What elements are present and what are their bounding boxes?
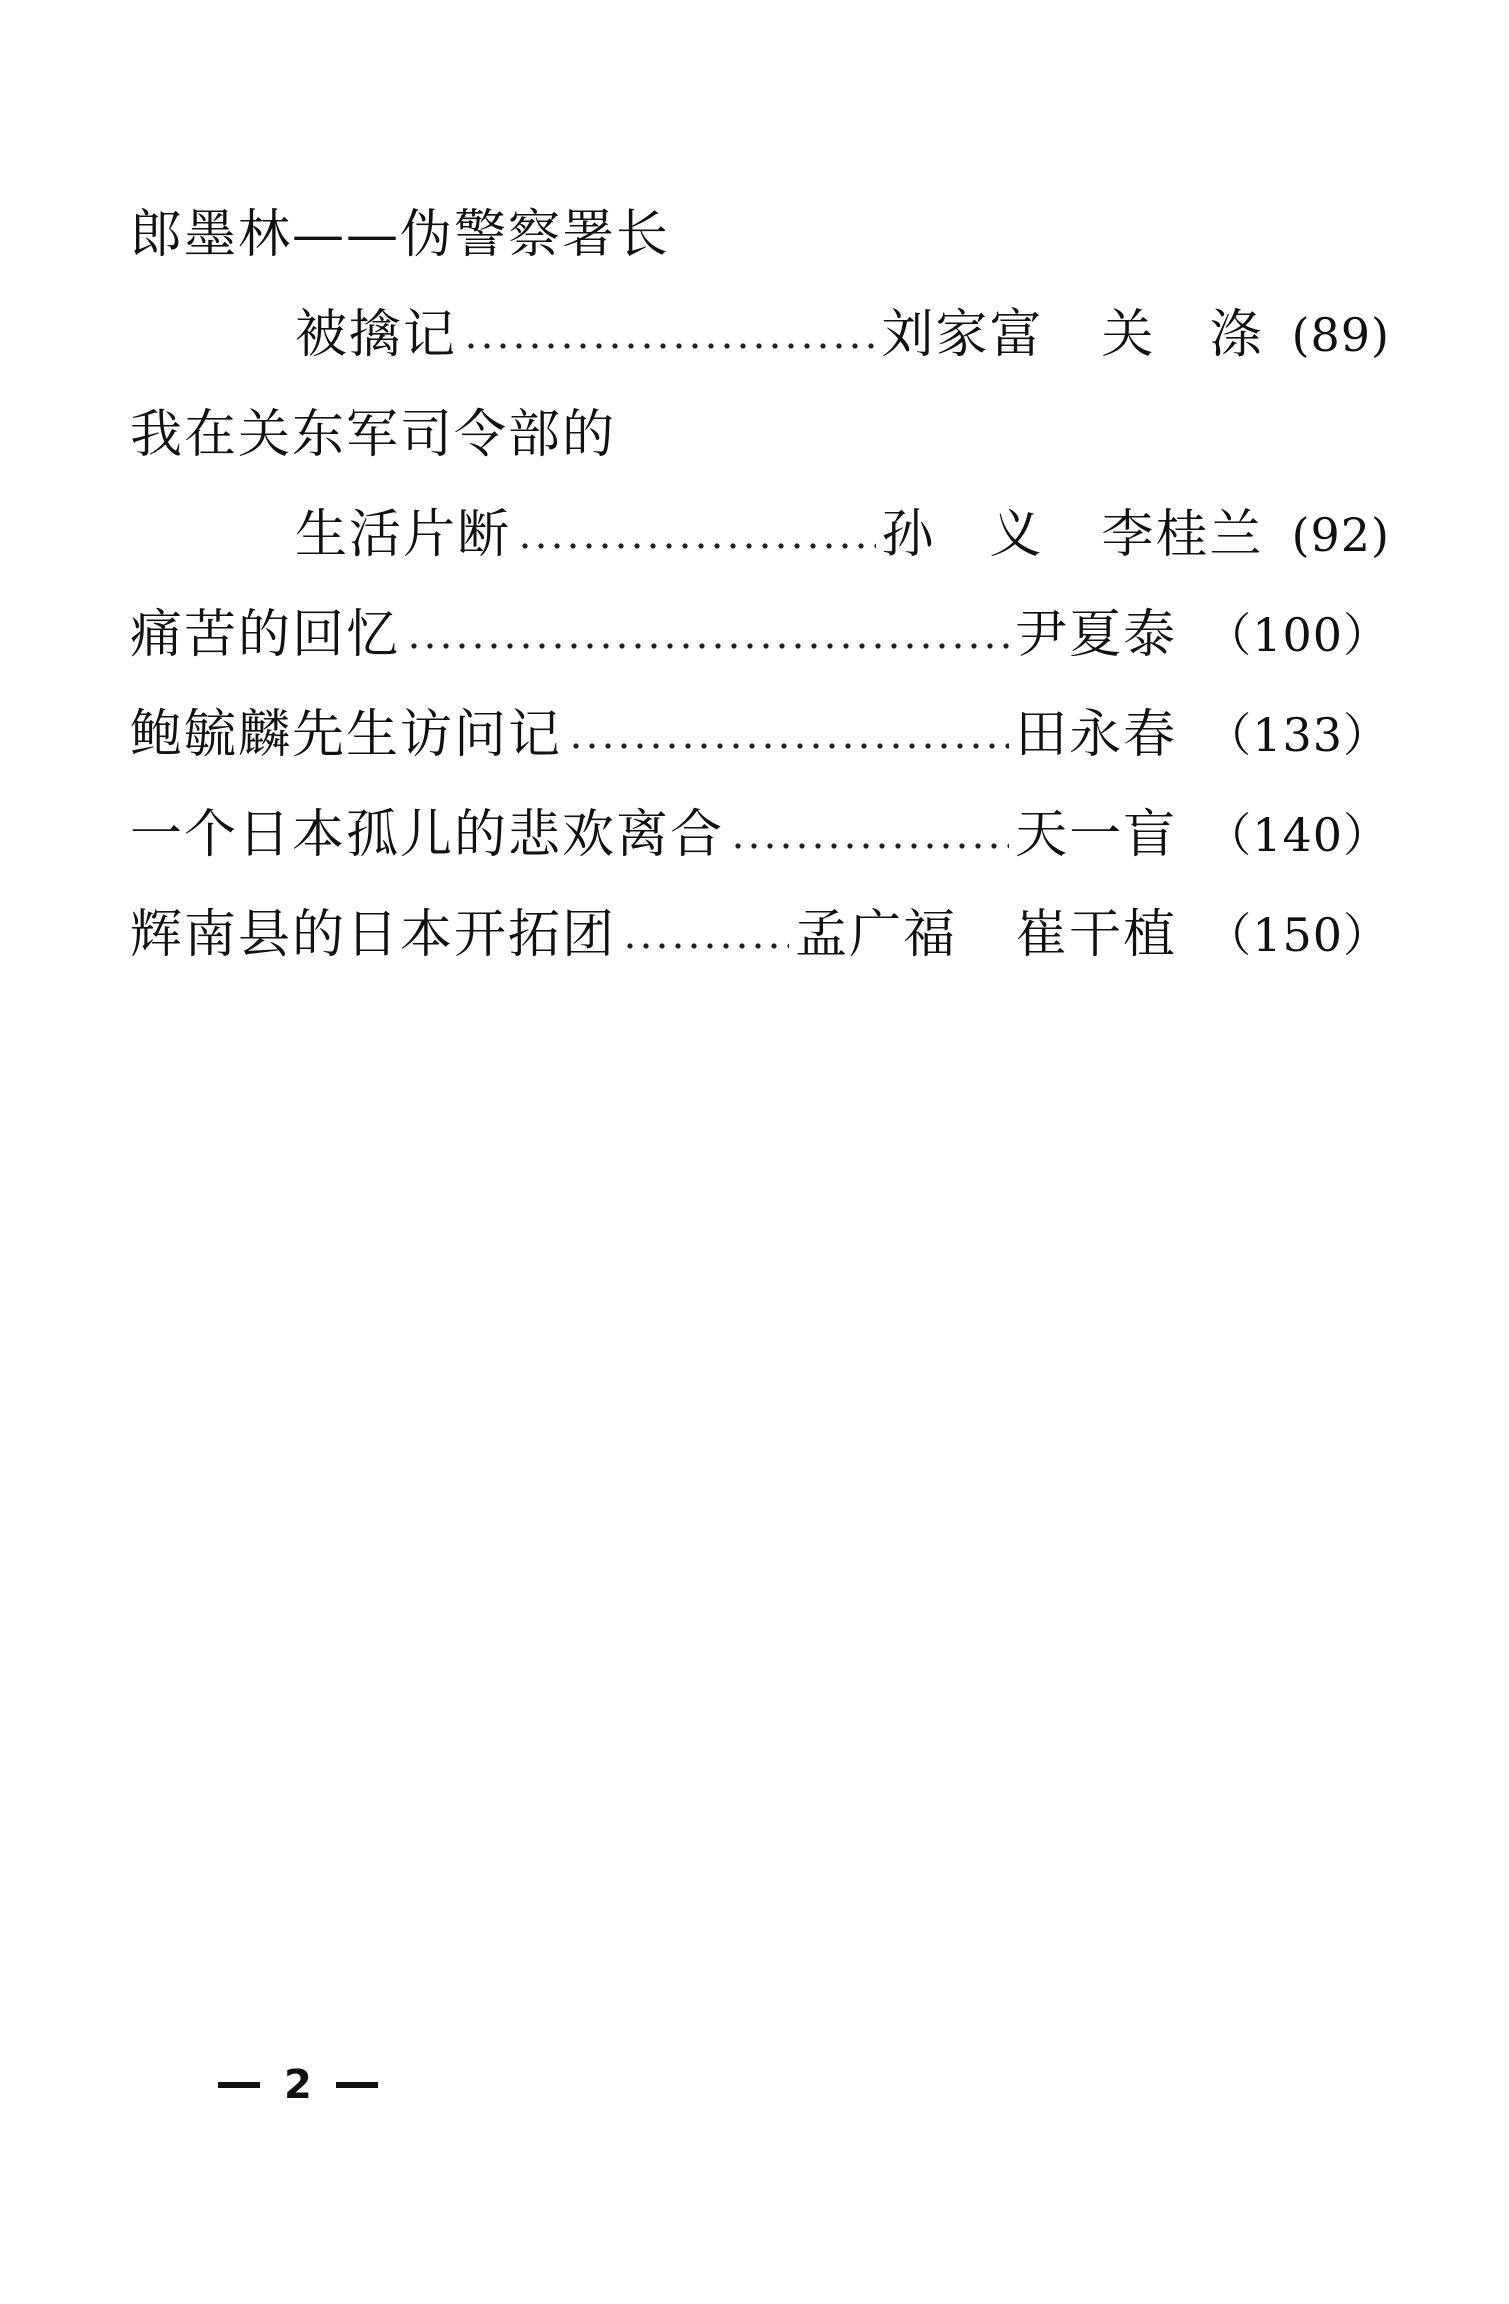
author-name: 天一盲 xyxy=(1015,805,1178,865)
toc-entry-authors xyxy=(1015,695,1177,775)
toc-entry-authors xyxy=(1015,795,1177,875)
toc-page-number: (89) xyxy=(1291,308,1390,362)
toc-entry-5 xyxy=(130,795,1390,875)
dot-leader xyxy=(517,543,876,549)
toc-entry-authors xyxy=(882,495,1264,575)
toc-page-number: （140） xyxy=(1205,808,1390,862)
dot-leader xyxy=(568,743,1009,749)
author-name: 孟广福 xyxy=(795,905,958,965)
toc-page-number: （100） xyxy=(1205,608,1390,662)
toc-entry-3 xyxy=(130,595,1390,675)
toc-entry-title: 一个日本孤儿的悲欢离合 xyxy=(130,805,725,865)
author-name: 尹夏泰 xyxy=(1015,605,1178,665)
toc-entry-title: 痛苦的回忆 xyxy=(130,605,401,665)
toc-entry-1-heading xyxy=(130,195,1390,275)
author-name: 崔干植 xyxy=(1015,905,1178,965)
dot-leader xyxy=(406,643,1009,649)
footer-page-number: 2 xyxy=(284,2062,312,2108)
toc-entry-title: 鲍毓麟先生访问记 xyxy=(130,705,563,765)
toc-entry-title: 我在关东军司令部的 xyxy=(130,405,617,465)
toc-entry-authors xyxy=(795,895,1177,975)
toc-entry-2 xyxy=(295,495,1390,575)
toc-entry-authors xyxy=(882,295,1264,375)
toc-entry-4 xyxy=(130,695,1390,775)
toc-entry-title: 被擒记 xyxy=(295,305,458,365)
author-name: 李桂兰 xyxy=(1101,505,1264,565)
toc-entry-1 xyxy=(295,295,1390,375)
footer-dash-right xyxy=(336,2082,378,2088)
toc-entry-6 xyxy=(130,895,1390,975)
page-footer xyxy=(218,2055,378,2115)
toc-entry-title: 郎墨林——伪警察署长 xyxy=(130,205,671,265)
dot-leader xyxy=(622,943,789,949)
dot-leader xyxy=(730,843,1009,849)
toc-page-number: （133） xyxy=(1205,708,1390,762)
author-name: 刘家富 xyxy=(881,305,1044,365)
footer-dash-left xyxy=(218,2082,260,2088)
author-name: 关 涤 xyxy=(1101,305,1264,365)
dot-leader xyxy=(463,343,876,349)
toc-entry-title: 生活片断 xyxy=(295,505,512,565)
toc-page-number: （150） xyxy=(1205,908,1390,962)
toc-entry-2-heading xyxy=(130,395,1390,475)
toc-entry-authors xyxy=(1015,595,1177,675)
author-name: 孙 义 xyxy=(881,505,1044,565)
toc-entry-title: 辉南县的日本开拓团 xyxy=(130,905,617,965)
author-name: 田永春 xyxy=(1015,705,1178,765)
toc-page-number: (92) xyxy=(1291,508,1390,562)
